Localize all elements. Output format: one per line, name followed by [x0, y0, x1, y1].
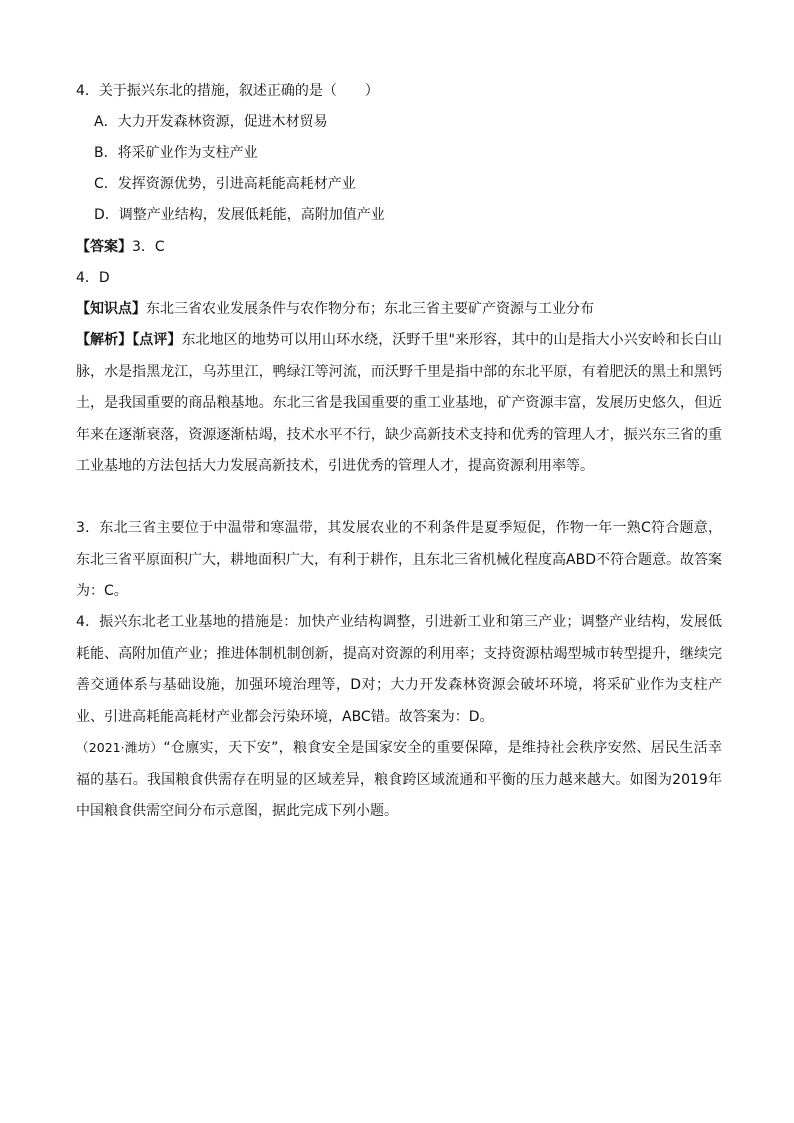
- answer-value-3: 3．C: [132, 239, 165, 255]
- option-c: C．发挥资源优势，引进高耗能高耗材产业: [94, 176, 356, 192]
- knowledge-text: 东北三省农业发展条件与农作物分布；东北三省主要矿产资源与工业分布: [146, 301, 594, 317]
- explanation-4: 4．振兴东北老工业基地的措施是：加快产业结构调整，引进新工业和第三产业；调整产业结构，发展低耗能、高附加值产业；推进体制机制创新，提高对资源的利用率；支持资源枯竭型城市转型提升，继续完善交通体系与基础设施，加强环境治理等，D对；大力开发森林资源会破坏环境，将采矿业作为支柱产业、引进高耗能高耗材产业都会污染环境，ABC错。故答案为：D。: [76, 614, 722, 725]
- analysis-text: 东北地区的地势可以用山环水绕，沃野千里"来形容，其中的山是指大小兴安岭和长白山脉，水是指黑龙江，乌苏里江，鸭绿江等河流，而沃野千里是指中部的东北平原，有着肥沃的黑土和黑钙土，是我国重要的商品粮基地。东北三省是我国重要的重工业基地，矿产资源丰富，发展历史悠久，但近年来在逐渐衰落，资源逐渐枯竭，技术水平不行，缺少高新技术支持和优秀的管理人才，振兴东三省的重工业基地的方法包括大力发展高新技术，引进优秀的管理人才，提高资源利用率等。: [76, 332, 723, 474]
- answer-line: [76, 238, 724, 256]
- analysis-paragraph: [76, 325, 722, 483]
- option-d: D．调整产业结构，发展低耗能，高附加值产业: [94, 207, 385, 223]
- knowledge-line: [76, 300, 724, 318]
- answer-label: 【答案】: [76, 239, 132, 255]
- knowledge-label: 【知识点】: [76, 301, 146, 317]
- option-a: A．大力开发森林资源，促进木材贸易: [94, 114, 328, 130]
- explanation-3: 3．东北三省主要位于中温带和寒温带，其发展农业的不利条件是夏季短促，作物一年一熟C符合题意，东北三省平原面积广大，耕地面积广大，有利于耕作，且东北三省机械化程度高ABD不符合题意。故答案为：C。: [76, 520, 722, 599]
- material-paragraph: [76, 732, 722, 828]
- question-4-stem: 4．关于振兴东北的措施，叙述正确的是（ ）: [76, 83, 379, 99]
- option-b: B．将采矿业作为支柱产业: [94, 145, 258, 161]
- material-source: （2021·潍坊）: [76, 740, 164, 755]
- material-text: “仓廪实，天下安”，粮食安全是国家安全的重要保障，是维持社会秩序安然、居民生活幸福的基石。我国粮食供需存在明显的区域差异，粮食跨区域流通和平衡的压力越来越大。如图为2019年中国粮食供需空间分布示意图，据此完成下列小题。: [76, 740, 722, 819]
- answer-value-4: 4．D: [76, 270, 110, 286]
- analysis-label: 【解析】【点评】: [76, 332, 182, 348]
